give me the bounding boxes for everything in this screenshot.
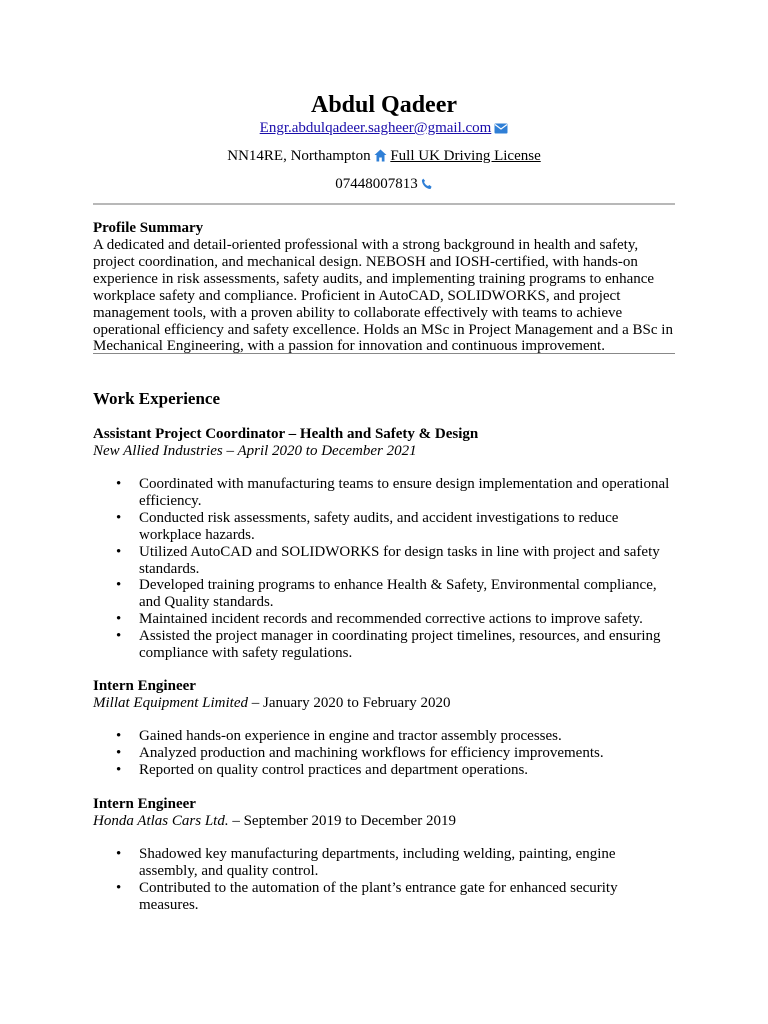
list-item: • Maintained incident records and recommended corrective actions to improve safety. — [139, 611, 675, 628]
work-experience-heading: Work Experience — [93, 389, 221, 408]
job-entry — [93, 678, 675, 779]
candidate-name: Abdul Qadeer — [310, 92, 457, 118]
profile-divider — [93, 353, 675, 354]
email-link[interactable] — [260, 120, 509, 136]
job-entry — [93, 426, 675, 662]
home-icon — [374, 149, 387, 162]
job-title: Assistant Project Coordinator – Health and Safety & Design — [93, 426, 479, 442]
phone-line — [93, 175, 675, 193]
email-line — [93, 119, 675, 137]
list-item: • Developed training programs to enhance Health & Safety, Environmental compliance, and Quality standards. — [139, 577, 675, 611]
job-dates: – January 2020 to February 2020 — [248, 695, 451, 711]
list-item: • Gained hands-on experience in engine and tractor assembly processes. — [139, 728, 675, 745]
job-dates: – April 2020 to December 2021 — [222, 443, 417, 459]
phone-number: 07448007813 — [335, 176, 418, 192]
list-item: • Conducted risk assessments, safety audits, and accident investigations to reduce workplace hazards. — [139, 510, 675, 544]
header-divider — [93, 203, 675, 205]
job-bullets — [93, 476, 675, 662]
profile-summary: A dedicated and detail-oriented professional with a strong background in health and safety, project coordination, and mechanical design. NEBOSH and IOSH-certified, with hands-on experience in risk assessments, safety audits, and implementing training programs to enhance workplace safety and compliance. Proficient in AutoCAD, SOLIDWORKS, and project management tools, with a proven ability to collaborate effectively with teams to achieve operational efficiency and safety excellence. Holds an MSc in Project Management and a BSc in Mechanical Engineering, with a passion for innovation and continuous improvement. — [93, 237, 673, 355]
job-bullets — [93, 846, 675, 914]
list-item: • Contributed to the automation of the plant’s entrance gate for enhanced security measures. — [139, 880, 675, 914]
job-company: Millat Equipment Limited — [93, 695, 248, 711]
job-bullets — [93, 728, 675, 779]
address-line — [93, 147, 675, 165]
envelope-icon — [494, 123, 508, 134]
list-item: • Utilized AutoCAD and SOLIDWORKS for design tasks in line with project and safety standards. — [139, 544, 675, 578]
job-title: Intern Engineer — [93, 796, 196, 812]
list-item: • Reported on quality control practices and department operations. — [139, 762, 675, 779]
job-company: New Allied Industries — [93, 443, 223, 459]
job-meta — [93, 813, 675, 830]
list-item: • Assisted the project manager in coordinating project timelines, resources, and ensuring compliance with safety regulations. — [139, 628, 675, 662]
email-text: Engr.abdulqadeer.sagheer@gmail.com — [259, 120, 492, 136]
job-dates: – September 2019 to December 2019 — [228, 813, 457, 829]
job-meta — [93, 443, 675, 460]
driving-license: Full UK Driving License — [390, 148, 541, 164]
profile-heading: Profile Summary — [93, 220, 204, 236]
job-entry — [93, 796, 675, 914]
job-meta — [93, 695, 675, 712]
phone-icon — [421, 178, 433, 190]
job-title: Intern Engineer — [93, 678, 196, 694]
list-item: • Shadowed key manufacturing departments, including welding, painting, engine assembly, and quality control. — [139, 846, 675, 880]
job-company: Honda Atlas Cars Ltd. — [93, 813, 229, 829]
location-text: NN14RE, Northampton — [227, 148, 371, 164]
list-item: • Coordinated with manufacturing teams to ensure design implementation and operational efficiency. — [139, 476, 675, 510]
list-item: • Analyzed production and machining workflows for efficiency improvements. — [139, 745, 675, 762]
